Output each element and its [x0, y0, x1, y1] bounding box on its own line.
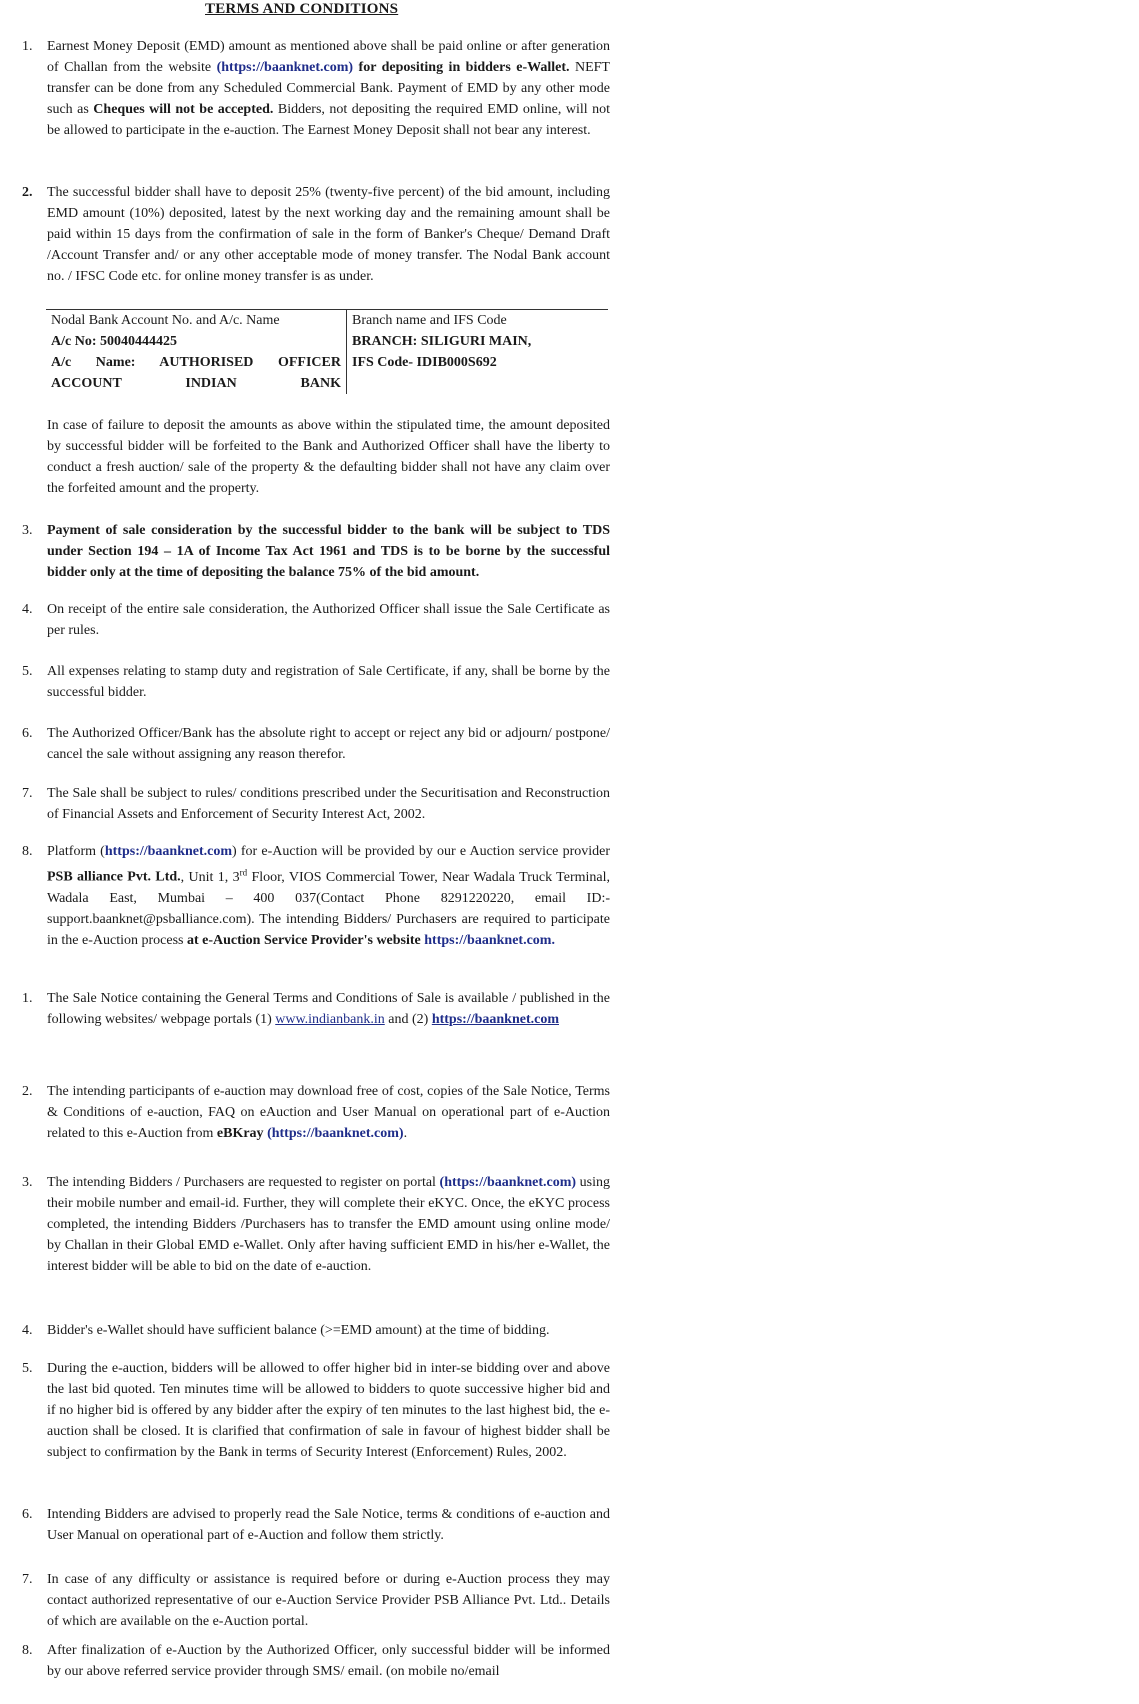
list-item-number: 3. [22, 1175, 33, 1190]
list-item-number: 7. [22, 1572, 33, 1587]
website-link[interactable]: https://baanknet.com [104, 844, 233, 859]
list-item-text [47, 1320, 610, 1341]
list-item-text [47, 1504, 610, 1546]
list-item-text [47, 1569, 610, 1632]
text-span: Bidder's e-Wallet should have sufficient balance (>=EMD amount) at the time of bidding. [47, 1323, 550, 1338]
text-span: The Sale shall be subject to rules/ conditions prescribed under the Securitisation and Reconstruction of Financial Assets and Enforcement of Security Interest Act, 2002. [47, 786, 610, 822]
list-item [22, 723, 610, 765]
list-item-number: 1. [22, 39, 33, 54]
text-span: . [403, 1126, 408, 1141]
list-item-text [47, 1358, 610, 1463]
list-item-number: 4. [22, 1323, 33, 1338]
list-item-number: 2. [22, 185, 33, 200]
text-span: Intending Bidders are advised to properly read the Sale Notice, terms & conditions of e-auction and User Manual on operational part of e-Auction and follow them strictly. [47, 1507, 610, 1543]
list-item-text [47, 988, 610, 1030]
website-link[interactable]: (https://baanknet.com) [267, 1126, 404, 1141]
text-span: All expenses relating to stamp duty and registration of Sale Certificate, if any, shall be borne by the successful bidder. [47, 664, 610, 700]
website-link[interactable]: https://baanknet.com [431, 1012, 559, 1027]
text-span: During the e-auction, bidders will be allowed to offer higher bid in inter-se bidding over and above the last bid quoted. Ten minutes time will be allowed to bidders to quote successive higher bid and if no higher bid is offered by any bidder after the expiry of ten minutes to the last highest bid, the e-auction shall be closed. It is clarified that confirmation of sale in favour of highest bidder shall be subject to confirmation by the Bank in terms of Security Interest (Enforcement) Rules, 2002. [47, 1361, 610, 1460]
text-span: Platform ( [47, 844, 105, 859]
text-span: The Sale Notice containing the General Terms and Conditions of Sale is available / published in the following websites/ webpage portals (1) [47, 991, 610, 1027]
text-span: NEFT transfer can be done from any Scheduled Commercial Bank. Payment of EMD by any other mode such as [47, 60, 610, 117]
text-span: On receipt of the entire sale consideration, the Authorized Officer shall issue the Sale Certificate as per rules. [47, 602, 610, 638]
page-title: TERMS AND CONDITIONS [205, 1, 399, 17]
branch-name: BRANCH: SILIGURI MAIN, [352, 334, 532, 349]
text-span: and (2) [384, 1012, 432, 1027]
bold-text: Payment of sale consideration by the successful bidder to the bank will be subject to TDS under Section 194 – 1A of Income Tax Act 1961 and TDS is to be borne by the successful bidder only at the time of depositing the balance 75% of the bid amount. [47, 523, 610, 580]
list-item [22, 988, 610, 1030]
text-span: The intending Bidders / Purchasers are requested to register on portal [47, 1175, 440, 1190]
list-item-text [47, 1172, 610, 1277]
website-link[interactable]: (https://baanknet.com) [216, 60, 354, 75]
list-item-text [47, 1081, 610, 1144]
text-span: The intending participants of e-auction may download free of cost, copies of the Sale Notice, Terms & Conditions of e-auction, FAQ on eAuction and User Manual on operational part of e-Auction related to this e-Auction from [47, 1084, 610, 1141]
list-item [22, 1358, 610, 1463]
bold-text: eBKray [216, 1126, 264, 1141]
bold-text: Cheques will not be accepted. [93, 102, 274, 117]
list-item-number: 6. [22, 726, 33, 741]
list-item-number: 5. [22, 664, 33, 679]
list-item [22, 841, 610, 951]
list-item [22, 1640, 610, 1682]
list-item-text [47, 36, 610, 141]
list-item [22, 1172, 610, 1277]
text-span: Earnest Money Deposit (EMD) amount as mentioned above shall be paid online or after generation of Challan from the website [47, 39, 610, 75]
list-item-number: 2. [22, 1084, 33, 1099]
text-span: In case of any difficulty or assistance is required before or during e-Auction process they may contact authorized representative of our e-Auction Service Provider PSB Alliance Pvt. Ltd.. Details of which are available on the e-Auction portal. [47, 1572, 610, 1629]
text-span: , Unit 1, 3rd Floor, VIOS Commercial Tower, Near Wadala Truck Terminal, Wadala East, Mumbai – 400 037(Contact Phone 8291220220, email ID:-support.baanknet@psballiance.com). The intending Bidders/ Purchasers are required to participate in the e-Auction process [47, 867, 611, 948]
list-item-text [47, 1640, 610, 1682]
list-item-number: 8. [22, 844, 33, 859]
list-item [22, 520, 610, 583]
list-item [22, 1504, 610, 1546]
list-item-number: 6. [22, 1507, 33, 1522]
list-item [22, 661, 610, 703]
text-span: ) for e-Auction will be provided by our e Auction service provider [232, 844, 610, 859]
list-item [22, 36, 610, 141]
table-header-branch: Branch name and IFS Code [347, 310, 609, 332]
list-item [22, 599, 610, 641]
list-item-text [47, 182, 610, 287]
list-item-text [47, 841, 610, 951]
list-item [22, 1320, 610, 1341]
text-span: Bidders, not depositing the required EMD online, will not be allowed to participate in the e-auction. The Earnest Money Deposit shall not bear any interest. [47, 102, 611, 138]
website-link[interactable]: https://baanknet.com. [424, 932, 555, 948]
list-item [22, 783, 610, 825]
text-span: After finalization of e-Auction by the Authorized Officer, only successful bidder will be informed by our above referred service provider through SMS/ email. (on mobile no/email [47, 1643, 610, 1679]
account-name: A/c Name: AUTHORISED OFFICER ACCOUNT INDIAN BANK [46, 352, 347, 394]
ifsc-code: IFS Code- IDIB000S692 [352, 355, 497, 370]
list-item-number: 4. [22, 602, 33, 617]
list-item [22, 182, 610, 287]
bold-text: for depositing in bidders e-Wallet. [353, 60, 570, 75]
text-span: The successful bidder shall have to deposit 25% (twenty-five percent) of the bid amount, including EMD amount (10%) deposited, latest by the next working day and the remaining amount shall be paid within 15 days from the confirmation of sale in the form of Banker's Cheque/ Demand Draft /Account Transfer and/ or any other acceptable mode of money transfer. The Nodal Bank account no. / IFSC Code etc. for online money transfer is as under. [47, 185, 610, 284]
list-item-number: 7. [22, 786, 33, 801]
text-span: The Authorized Officer/Bank has the absolute right to accept or reject any bid or adjourn/ postpone/ cancel the sale without assigning any reason therefor. [47, 726, 610, 762]
bank-account-table [46, 309, 608, 394]
website-link[interactable]: www.indianbank.in [275, 1012, 385, 1027]
bold-text: at e-Auction Service Provider's website [186, 932, 425, 948]
list-item-text [47, 520, 610, 583]
list-item-text [47, 723, 610, 765]
website-link[interactable]: (https://baanknet.com) [439, 1175, 577, 1190]
list-item-number: 1. [22, 991, 33, 1006]
list-item [22, 1569, 610, 1632]
table-header-account: Nodal Bank Account No. and A/c. Name [46, 310, 347, 332]
list-item-text [47, 599, 610, 641]
failure-paragraph: In case of failure to deposit the amounts as above within the stipulated time, the amount deposited by successful bidder will be forfeited to the Bank and Authorized Officer shall have the liberty to conduct a fresh auction/ sale of the property & the defaulting bidder shall not have any claim over the forfeited amount and the property. [47, 418, 610, 496]
bold-text: PSB alliance Pvt. Ltd. [47, 869, 181, 885]
list-item-text [47, 661, 610, 703]
account-number: A/c No: 50040444425 [46, 331, 347, 352]
list-item-number: 8. [22, 1643, 33, 1658]
list-item-number: 5. [22, 1361, 33, 1376]
text-span: using their mobile number and email-id. Further, they will complete their eKYC. Once, the eKYC process completed, the intending Bidders /Purchasers has to transfer the EMD amount using online mode/ by Challan in their Global EMD e-Wallet. Only after having sufficient EMD in his/her e-Wallet, the interest bidder will be able to bid on the date of e-auction. [47, 1175, 610, 1274]
list-item [22, 1081, 610, 1144]
list-item-number: 3. [22, 523, 33, 538]
list-item-text [47, 783, 610, 825]
